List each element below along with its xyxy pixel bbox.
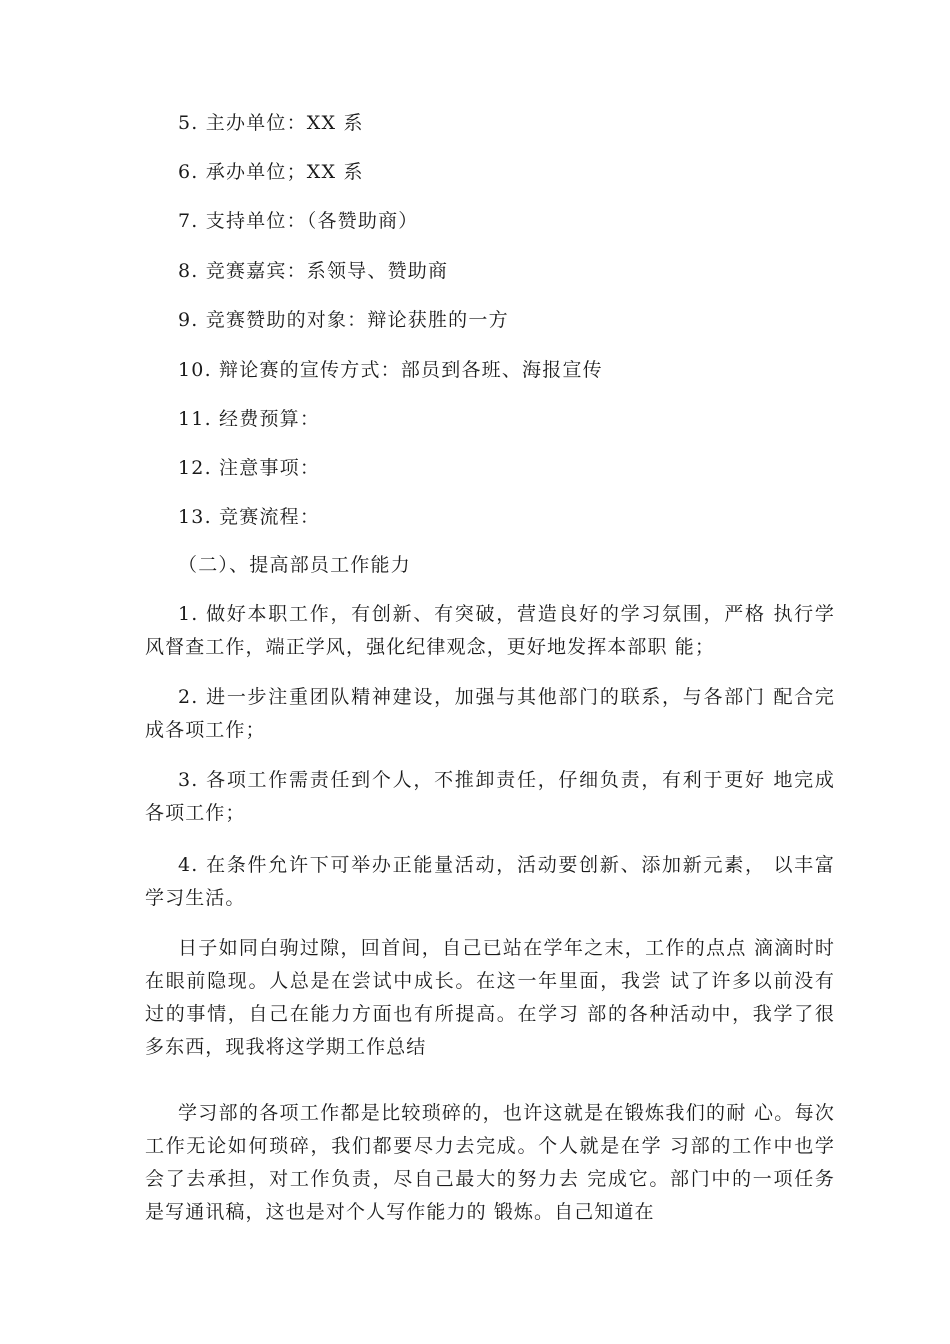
section-heading: （二）、提高部员工作能力 (178, 554, 411, 576)
list-item-host: 5. 主办单位：XX 系 (178, 112, 364, 134)
summary-paragraph-2: 学习部的各项工作都是比较琐碎的，也许这就是在锻炼我们的耐 心。每次工作无论如何琐碎，我们都要尽力去完成。个人就是在学 习部的工作中也学会了去承担，对工作负责，尽自己最大的努力去 完成它。部门中的一项任务是写通讯稿，这也是对个人写作能力的 锻炼。自己知道在 (145, 1102, 835, 1223)
list-item-process: 13. 竞赛流程： (178, 506, 321, 528)
list-item-notes: 12. 注意事项： (178, 457, 321, 479)
numbered-paragraph-4: 4. 在条件允许下可举办正能量活动，活动要创新、添加新元素， 以丰富学习生活。 (145, 854, 835, 909)
list-item-sponsorship: 9. 竞赛赞助的对象：辩论获胜的一方 (178, 309, 509, 331)
list-item-publicity: 10. 辩论赛的宣传方式：部员到各班、海报宣传 (178, 359, 603, 381)
list-item-budget: 11. 经费预算： (178, 408, 321, 430)
list-item-supporter: 7. 支持单位：（各赞助商） (178, 210, 419, 232)
list-item-guests: 8. 竞赛嘉宾：系领导、赞助商 (178, 260, 449, 282)
numbered-paragraph-3: 3. 各项工作需责任到个人，不推卸责任，仔细负责，有利于更好 地完成各项工作； (145, 769, 835, 824)
numbered-paragraph-2: 2. 进一步注重团队精神建设，加强与其他部门的联系，与各部门 配合完成各项工作； (145, 686, 835, 741)
numbered-paragraph-1: 1. 做好本职工作，有创新、有突破，营造良好的学习氛围，严格 执行学风督查工作，端正学风，强化纪律观念，更好地发挥本部职 能； (145, 603, 835, 658)
summary-paragraph-1: 日子如同白驹过隙，回首间，自己已站在学年之末，工作的点点 滴滴时时在眼前隐现。人总是在尝试中成长。在这一年里面，我尝 试了许多以前没有过的事情，自己在能力方面也有所提高。在学习 部的各种活动中，我学了很多东西，现我将这学期工作总结 (145, 937, 835, 1058)
list-item-organizer: 6. 承办单位；XX 系 (178, 161, 364, 183)
